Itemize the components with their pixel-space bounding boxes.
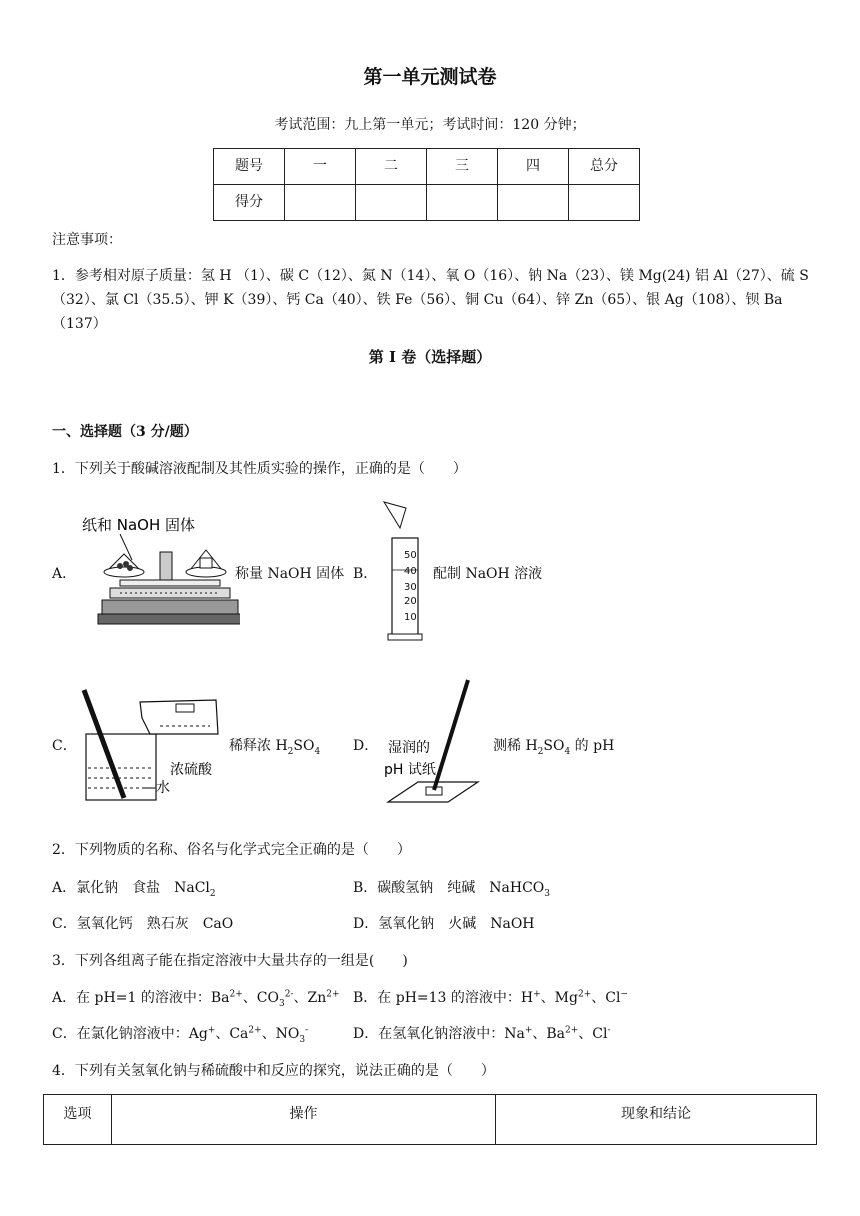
q4-header-operation: 操作 — [112, 1095, 496, 1145]
table-row — [214, 149, 640, 185]
fig-label-acid: 浓硫酸 — [170, 762, 212, 778]
fig-label-ph-paper: pH 试纸 — [384, 762, 436, 778]
exam-range: 考试范围：九上第一单元；考试时间：120 分钟； — [274, 117, 586, 133]
section-heading: 一、选择题（3 分/题） — [52, 424, 198, 440]
q3-option-a: A．在 pH=1 的溶液中：$Ba^{2+}$、$CO_3^{2-}$、$Zn^{2+}$ — [52, 989, 340, 1009]
part-1-title: 第 I 卷（选择题） — [368, 348, 492, 366]
q2-option-c: C．氢氧化钙 熟石灰 CaO — [52, 916, 234, 932]
q2-option-a: A．氯化钠 食盐 NaCl$_2$ — [52, 880, 216, 899]
q1-stem: 1．下列关于酸碱溶液配制及其性质实验的操作，正确的是（ ） — [52, 461, 467, 477]
q4-table — [43, 1094, 817, 1145]
score-header-cell: 二 — [356, 149, 427, 185]
q1-option-a-letter: A． — [52, 566, 77, 582]
q2-stem: 2．下列物质的名称、俗名与化学式完全正确的是（ ） — [52, 842, 411, 858]
q3-option-d: D．在氢氧化钠溶液中：Na+、$Ba^{2+}$、Cl- — [353, 1025, 611, 1042]
fig-label-water: —水 — [142, 780, 170, 796]
q1-option-c-text: 稀释浓 $H_2SO_4$ — [229, 738, 321, 757]
score-label-cell: 得分 — [214, 185, 285, 221]
cylinder-tick-label: 30 — [404, 582, 417, 593]
notes-heading: 注意事项： — [52, 232, 122, 248]
score-table — [213, 148, 640, 221]
graduated-cylinder-figure — [378, 498, 428, 644]
score-header-cell: 总分 — [569, 149, 640, 185]
score-cell — [356, 185, 427, 221]
score-header-cell: 四 — [498, 149, 569, 185]
q4-header-option: 选项 — [44, 1095, 112, 1145]
q1-option-c-letter: C． — [52, 738, 77, 754]
dilution-figure — [80, 688, 230, 806]
balance-figure — [80, 500, 240, 632]
cylinder-tick-label: 10 — [404, 612, 417, 623]
table-row — [214, 185, 640, 221]
score-header-cell: 一 — [285, 149, 356, 185]
score-cell — [285, 185, 356, 221]
score-cell — [427, 185, 498, 221]
q1-option-d-letter: D． — [353, 738, 379, 754]
fig-label-wet: 湿润的 — [388, 740, 430, 756]
table-row — [44, 1095, 817, 1145]
score-header-cell: 三 — [427, 149, 498, 185]
score-header-cell: 题号 — [214, 149, 285, 185]
cylinder-tick-label: 50 — [404, 550, 417, 561]
ph-paper-figure — [378, 676, 488, 808]
score-cell — [498, 185, 569, 221]
q1-option-b-text: 配制 NaOH 溶液 — [433, 566, 543, 582]
q1-option-d-text: 测稀 $H_2SO_4$ 的 pH — [493, 738, 615, 757]
q1-option-a-text: 称量 NaOH 固体 — [235, 566, 345, 582]
q4-header-result: 现象和结论 — [496, 1095, 817, 1145]
q1-option-b-letter: B． — [353, 566, 378, 582]
q2-option-b: B．碳酸氢钠 纯碱 NaHCO$_3$ — [353, 880, 551, 899]
cylinder-tick-label: 20 — [404, 596, 417, 607]
q3-stem: 3．下列各组离子能在指定溶液中大量共存的一组是( ) — [52, 953, 408, 969]
notes-item-1: 1．参考相对原子质量：氢 H （1）、碳 C（12）、氮 N（14）、氧 O（16）、钠 Na（23）、镁 Mg(24) 铝 Al（27）、硫 S（32）、氯 Cl（35.5）、钾 K（39）、钙 Ca（40）、铁 Fe（56）、铜 Cu（64）、锌 Zn（65）、银 Ag（108）、钡 Ba（137） — [52, 268, 809, 332]
page-title: 第一单元测试卷 — [363, 66, 497, 88]
fig-label-paper-naoh: 纸和 NaOH 固体 — [82, 516, 196, 534]
q4-stem: 4．下列有关氢氧化钠与稀硫酸中和反应的探究，说法正确的是（ ） — [52, 1063, 495, 1079]
cylinder-tick-label: 40 — [404, 566, 417, 577]
q3-option-c: C．在氯化钠溶液中：Ag+、$Ca^{2+}$、$NO_3^-$ — [52, 1025, 309, 1045]
q3-option-b: B．在 pH=13 的溶液中：H+、$Mg^{2+}$、Cl− — [353, 989, 628, 1006]
score-cell — [569, 185, 640, 221]
q2-option-d: D．氢氧化钠 火碱 NaOH — [353, 916, 535, 932]
